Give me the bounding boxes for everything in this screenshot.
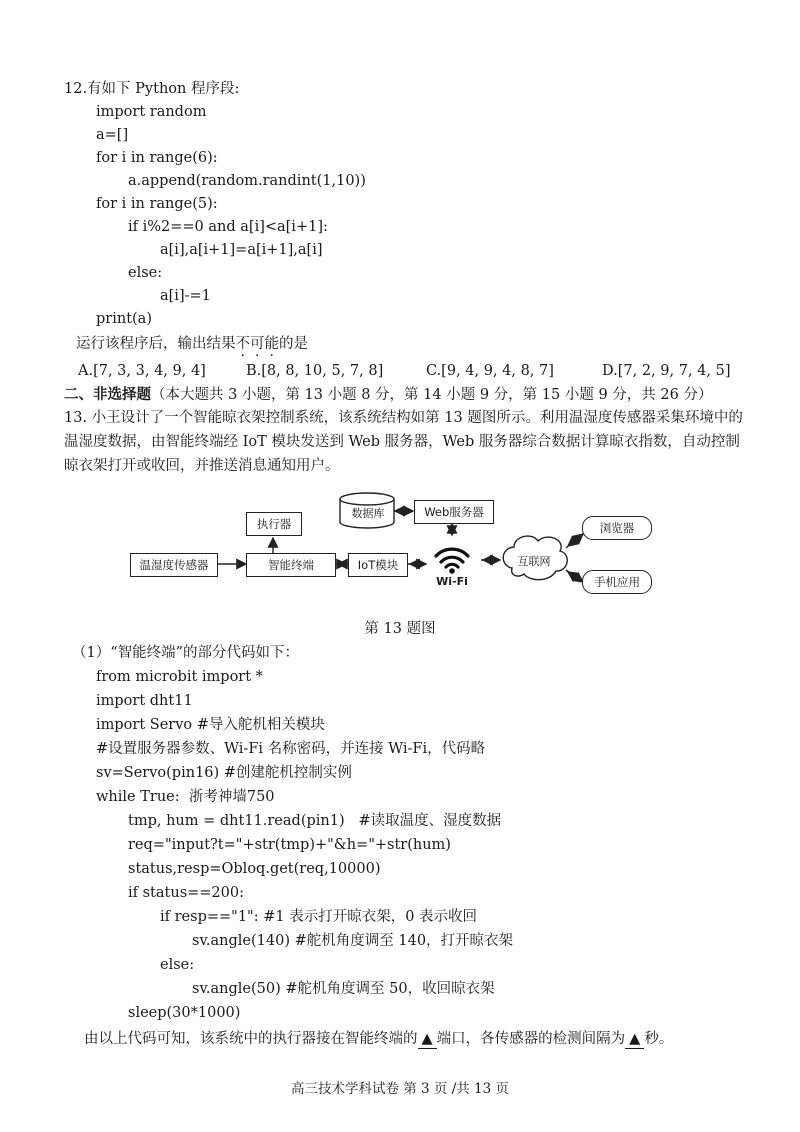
q12-code-line: else: — [128, 265, 163, 281]
section-title: 二、非选择题 — [64, 386, 151, 403]
q12-code-line: print(a) — [96, 311, 152, 327]
q12-code-line: a=[] — [96, 127, 129, 143]
question-text: 秒。 — [644, 1031, 674, 1047]
blank-triangle-icon: ▲ — [629, 1031, 641, 1047]
figure-caption: 第 13 题图 — [364, 621, 436, 637]
q13-code-line: if status==200: — [128, 885, 244, 901]
q12-option-a: A.[7, 3, 3, 4, 9, 4] — [78, 363, 206, 379]
q12-question-post: 的是 — [279, 336, 308, 352]
sensor-box: 温湿度传感器 — [130, 553, 218, 577]
section-note: （本大题共 3 小题，第 13 小题 8 分，第 14 小题 9 分，第 15 小题 9 分，共 26 分） — [151, 387, 713, 403]
q12-code-line: for i in range(5): — [96, 196, 218, 212]
mobile-app-box: 手机应用 — [582, 570, 652, 594]
q12-option-b: B.[8, 8, 10, 5, 7, 8] — [246, 363, 384, 379]
q13-code-line: #设置服务器参数、Wi-Fi 名称密码，并连接 Wi-Fi，代码略 — [96, 741, 486, 757]
q12-code-line: a.append(random.randint(1,10)) — [128, 173, 366, 189]
blank-triangle-icon: ▲ — [421, 1031, 433, 1047]
q13-code-line: req="input?t="+str(tmp)+"&h="+str(hum) — [128, 837, 451, 853]
q13-code-line: sleep(30*1000) — [128, 1005, 241, 1021]
q13-code-line: while True: 浙考神墙750 — [96, 789, 275, 805]
answer-blank-port[interactable] — [418, 1030, 437, 1049]
q12-code-line: a[i]-=1 — [160, 288, 211, 304]
question-text: 由以上代码可知，该系统中的执行器接在智能终端的 — [84, 1031, 418, 1047]
q13-intro: 13. 小王设计了一个智能晾衣架控制系统，该系统结构如第 13 题图所示。利用温湿度传感器采集环境中的温湿度数据，由智能终端经 IoT 模块发送到 Web 服务器，Web 服务器综合数据计算晾衣指数，自动控制晾衣架打开或收回，并推送消息通知用户。 — [64, 410, 743, 474]
part1-label: （1）“智能终端”的部分代码如下： — [72, 645, 300, 661]
emphasis-char: 不 — [235, 336, 250, 352]
page-footer: 高三技术学科试卷 第 3 页 /共 13 页 — [290, 1081, 510, 1097]
emphasis-char: 可 — [250, 336, 265, 352]
terminal-box: 智能终端 — [246, 553, 336, 577]
wifi-icon — [436, 549, 468, 567]
q12-question-pre: 运行该程序后，输出结果 — [76, 336, 236, 352]
executor-box: 执行器 — [246, 512, 302, 536]
internet-label: 互联网 — [517, 555, 551, 568]
q13-code-line: tmp, hum = dht11.read(pin1) #读取温度、湿度数据 — [128, 813, 502, 829]
q13-code-line: from microbit import * — [96, 669, 263, 685]
q13-code-line: sv.angle(50) #舵机角度调至 50，收回晾衣架 — [192, 981, 495, 997]
emphasis-char: 能 — [264, 336, 279, 352]
q12-option-d: D.[7, 2, 9, 7, 4, 5] — [602, 363, 731, 379]
iot-box: IoT模块 — [348, 553, 408, 577]
q13-part1-question — [84, 1030, 673, 1049]
web-server-box: Web服务器 — [414, 500, 494, 524]
q13-code-line: status,resp=Obloq.get(req,10000) — [128, 861, 381, 877]
q12-code-line: for i in range(6): — [96, 150, 218, 166]
q12-stem: 12.有如下 Python 程序段: — [64, 81, 240, 97]
question-text: 端口，各传感器的检测间隔为 — [436, 1031, 626, 1047]
q12-option-c: C.[9, 4, 9, 4, 8, 7] — [426, 363, 554, 379]
q13-code-line: if resp=="1": #1 表示打开晾衣架，0 表示收回 — [160, 909, 478, 925]
q13-code-line: sv=Servo(pin16) #创建舵机控制实例 — [96, 765, 352, 781]
browser-box: 浏览器 — [582, 516, 652, 540]
database-label: 数据库 — [351, 507, 385, 520]
q13-code-line: import Servo #导入舵机相关模块 — [96, 717, 325, 733]
q13-code-line: sv.angle(140) #舵机角度调至 140，打开晾衣架 — [192, 933, 514, 949]
q13-code-line: else: — [160, 957, 195, 973]
q12-code-line: a[i],a[i+1]=a[i+1],a[i] — [160, 242, 323, 258]
q13-code-line: import dht11 — [96, 693, 193, 709]
answer-blank-interval[interactable] — [625, 1030, 644, 1049]
q12-code-line: import random — [96, 104, 207, 120]
q12-code-line: if i%2==0 and a[i]<a[i+1]: — [128, 219, 328, 235]
wifi-label: Wi-Fi — [436, 575, 468, 588]
